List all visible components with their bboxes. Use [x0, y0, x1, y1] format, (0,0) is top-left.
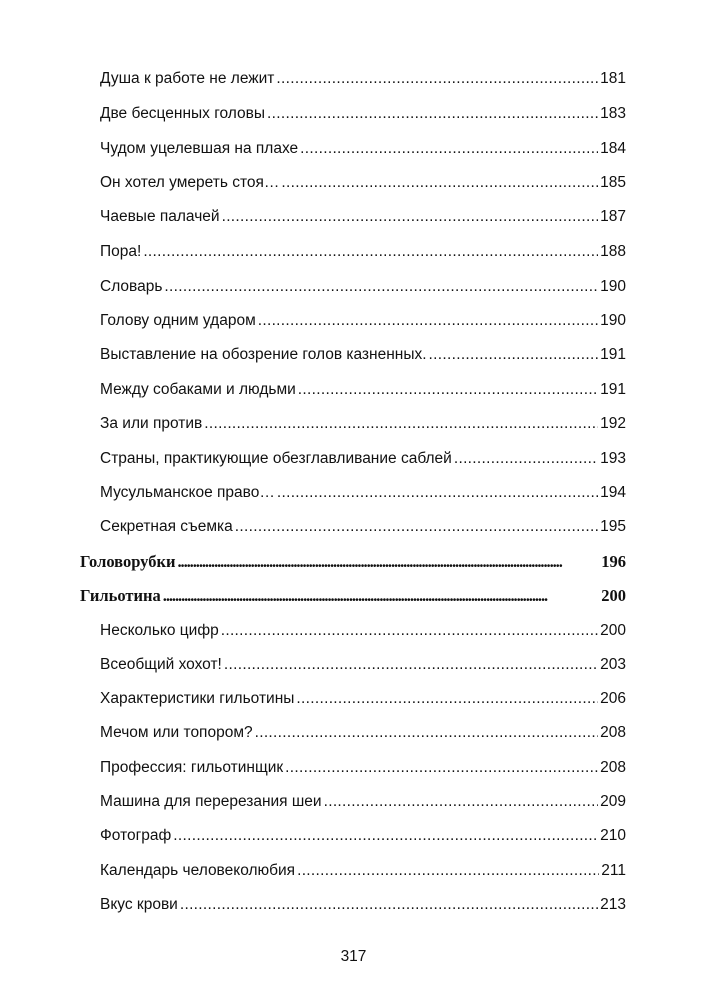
toc-entry	[100, 862, 626, 880]
toc-entry	[100, 450, 626, 468]
toc-entry-page: 209	[600, 793, 626, 810]
toc-entry-title: Несколько цифр	[100, 622, 219, 639]
toc-entry-title: Машина для перерезания шеи	[100, 793, 322, 810]
toc-entry	[100, 622, 626, 640]
toc-entry	[100, 415, 626, 433]
toc-entry-title: Страны, практикующие обезглавливание саблей	[100, 450, 452, 467]
toc-entry-title: Вкус крови	[100, 896, 178, 913]
toc-section-page: 196	[601, 552, 626, 571]
page-number: 317	[340, 948, 367, 965]
toc-entry-title: Календарь человеколюбия	[100, 862, 296, 879]
toc-entry-title: Фотограф	[100, 827, 172, 844]
dot-leader	[143, 243, 598, 261]
dot-leader	[298, 381, 598, 399]
toc-entry	[100, 278, 626, 296]
toc-entry-title: Между собаками и людьми	[100, 381, 296, 398]
dot-leader	[221, 622, 598, 640]
toc-section-title: Головорубки	[80, 552, 176, 571]
dot-leader	[177, 552, 599, 572]
toc-entry-page: 208	[600, 759, 626, 776]
toc-entry-title: Он хотел умереть стоя…	[100, 174, 280, 191]
toc-entry	[100, 381, 626, 399]
toc-entry	[100, 656, 626, 674]
toc-entry	[100, 484, 626, 502]
dot-leader	[300, 140, 598, 158]
toc-entry-page: 185	[600, 174, 626, 191]
toc-entry	[100, 793, 626, 811]
toc-entry	[100, 724, 626, 742]
dot-leader	[222, 208, 599, 226]
toc-entry	[100, 690, 626, 708]
toc-entry	[100, 243, 626, 261]
toc-entry-page: 194	[600, 484, 626, 501]
toc-entry-title: Чаевые палачей	[100, 208, 220, 225]
toc-section-page: 200	[601, 586, 626, 605]
toc-entry-page: 183	[600, 105, 626, 122]
toc-entry-page: 187	[600, 208, 626, 225]
toc-entry-page: 193	[600, 450, 626, 467]
toc-entry-title: Душа к работе не лежит	[100, 70, 275, 87]
toc-entry	[100, 346, 626, 364]
toc-entry-page: 203	[600, 656, 626, 673]
toc-entry-page: 188	[600, 243, 626, 260]
toc-entry-page: 191	[600, 346, 626, 363]
toc-section	[80, 586, 626, 606]
dot-leader	[454, 450, 598, 468]
toc-entry	[100, 70, 626, 88]
dot-leader	[267, 105, 598, 123]
dot-leader	[255, 724, 599, 742]
toc-section	[80, 552, 626, 572]
toc-entry-title: Две бесценных головы	[100, 105, 266, 122]
toc-entry	[100, 518, 626, 536]
toc-entry-title: Голову одним ударом	[100, 312, 256, 329]
toc-entry-page: 206	[600, 690, 626, 707]
dot-leader	[224, 656, 598, 674]
toc-entry-title: Выставление на обозрение голов казненных.	[100, 346, 427, 363]
dot-leader	[429, 346, 599, 364]
dot-leader	[173, 827, 598, 845]
dot-leader	[277, 484, 598, 502]
toc-entry-title: Всеобщий хохот!	[100, 656, 222, 673]
toc-entry	[100, 896, 626, 914]
toc-entry-page: 190	[600, 278, 626, 295]
dot-leader	[163, 586, 599, 606]
toc-entry	[100, 208, 626, 226]
toc-entry-title: Словарь	[100, 278, 163, 295]
toc-entry	[100, 827, 626, 845]
dot-leader	[296, 690, 598, 708]
dot-leader	[258, 312, 598, 330]
toc-entry-page: 200	[600, 622, 626, 639]
toc-entry-title: Профессия: гильотинщик	[100, 759, 284, 776]
toc-entry-title: Секретная съемка	[100, 518, 233, 535]
dot-leader	[204, 415, 598, 433]
toc-entry-page: 208	[600, 724, 626, 741]
toc-entry-title: За или против	[100, 415, 203, 432]
toc-entry	[100, 759, 626, 777]
dot-leader	[285, 759, 598, 777]
toc-entry-title: Пора!	[100, 243, 142, 260]
toc-entry	[100, 105, 626, 123]
toc-entry-page: 191	[600, 381, 626, 398]
toc-entry	[100, 140, 626, 158]
toc-entry-page: 210	[600, 827, 626, 844]
toc-entry-page: 181	[600, 70, 626, 87]
dot-leader	[281, 174, 598, 192]
toc-entry-page: 190	[600, 312, 626, 329]
toc-entry-title: Характеристики гильотины	[100, 690, 295, 707]
toc-entry-page: 192	[600, 415, 626, 432]
dot-leader	[276, 70, 598, 88]
toc-section-title: Гильотина	[80, 586, 161, 605]
toc-entry-title: Мусульманское право…	[100, 484, 275, 501]
dot-leader	[297, 862, 599, 880]
toc-entry-title: Чудом уцелевшая на плахе	[100, 140, 299, 157]
toc-entry-page: 213	[600, 896, 626, 913]
toc-entry-page: 211	[601, 862, 626, 879]
toc-entry-title: Мечом или топором?	[100, 724, 253, 741]
toc-entry	[100, 312, 626, 330]
dot-leader	[164, 278, 598, 296]
toc-entry-page: 184	[600, 140, 626, 157]
dot-leader	[235, 518, 598, 536]
toc-entry-page: 195	[600, 518, 626, 535]
toc-entry	[100, 174, 626, 192]
dot-leader	[180, 896, 598, 914]
dot-leader	[324, 793, 599, 811]
